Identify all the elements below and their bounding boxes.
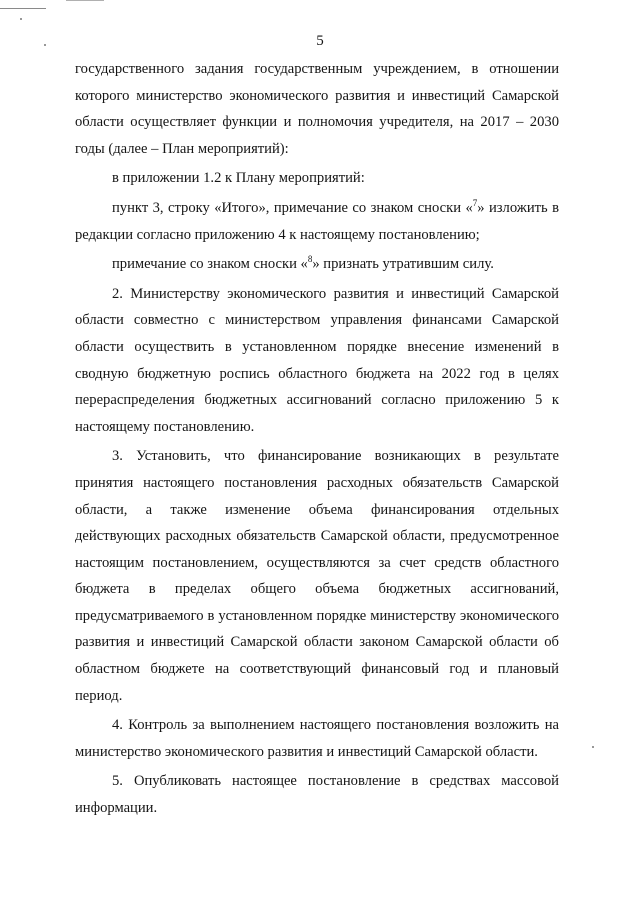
paragraph-4: 4. Контроль за выполнением настоящего постановления возложить на министерство экономического развития и инвестиций Самарской области. [75, 717, 559, 760]
scan-speck [592, 746, 594, 748]
paragraph-5: 5. Опубликовать настоящее постановление в средствах массовой информации. [75, 773, 559, 817]
paragraph-appendix-ref: в приложении 1.2 к Плану мероприятий: [112, 170, 365, 187]
paragraph-2: 2. Министерству экономического развития и инвестиций Самарской области совместно с министерством управления финансами Самарской области осуществить в установленном порядке внесение изменений в сводную бюджетную роспись областного бюджета на 2022 год в целях перераспределения бюджетных ассигнований согласно приложению 5 к настоящему постановлению. [75, 285, 559, 435]
paragraph-3: 3. Установить, что финансирование возникающих в результате принятия настоящего постановления расходных обязательств Самарской области, а также изменение объема финансирования отдельных действующих расходных обязательств Самарской области, предусмотренное настоящим постановлением, осуществляются за счет средств областного бюджета в пределах общего объема бюджетных ассигнований, предусматриваемого в установленном порядке министерству экономического развития и инвестиций Самарской области законом Самарской области об областном бюджете на соответствующий финансовый год и плановый период. [75, 448, 559, 704]
scan-speck [20, 18, 22, 20]
footnote-mark-7: 7 [472, 197, 478, 208]
text-run: » изложить в редакции согласно приложению 4 к настоящему постановлению; [75, 199, 560, 243]
paragraph-footnote-8 [75, 251, 559, 278]
footnote-mark-8: 8 [307, 254, 313, 265]
page-number: 5 [316, 33, 324, 49]
text-run: » признать утратившим силу. [312, 256, 494, 273]
scan-artifact-line [66, 0, 104, 1]
paragraph-item-3 [75, 195, 559, 248]
text-run: примечание со знаком сноски « [112, 256, 308, 273]
text-run: пункт 3, строку «Итого», примечание со знаком сноски « [112, 199, 473, 216]
scan-artifact-line [0, 8, 46, 9]
paragraph-continuation: государственного задания государственным учреждением, в отношении которого министерство экономического развития и инвестиций Самарской области осуществляет функции и полномочия учредителя, на 2017 – 2030 годы (далее – План мероприятий): [75, 61, 559, 157]
document-body [75, 56, 559, 822]
